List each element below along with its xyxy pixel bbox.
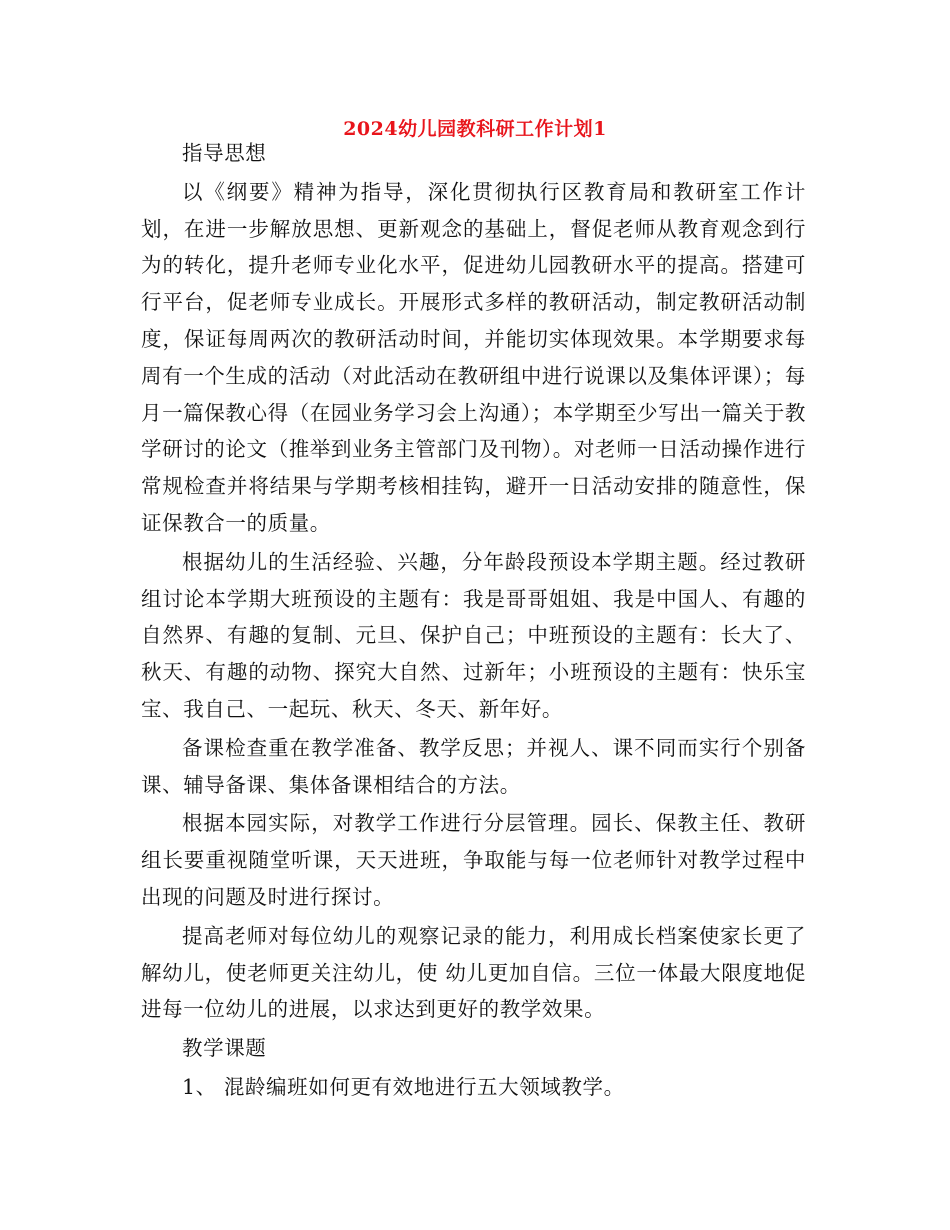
document-body: [141, 135, 806, 1106]
paragraph-themes: 根据幼儿的生活经验、兴趣，分年龄段预设本学期主题。经过教研组讨论本学期大班预设的主题有：我是哥哥姐姐、我是中国人、有趣的自然界、有趣的复制、元旦、保护自己；中班预设的主题有：长大了、秋天、有趣的动物、探究大自然、过新年；小班预设的主题有：快乐宝宝、我自己、一起玩、秋天、冬天、新年好。: [141, 549, 806, 721]
paragraph-lesson-check: 备课检查重在教学准备、教学反思；并视人、课不同而实行个别备课、辅导备课、集体备课相结合的方法。: [141, 735, 806, 797]
section-heading-research-topics: 教学课题: [182, 1036, 267, 1061]
list-item-topic-1: 1、 混龄编班如何更有效地进行五大领域教学。: [182, 1074, 625, 1099]
paragraph-guiding-thought: 以《纲要》精神为指导，深化贯彻执行区教育局和教研室工作计划，在进一步解放思想、更新观念的基础上，督促老师从教育观念到行为的转化，提升老师专业化水平，促进幼儿园教研水平的提高。搭建可行平台，促老师专业成长。开展形式多样的教研活动，制定教研活动制度，保证每周两次的教研活动时间，并能切实体现效果。本学期要求每周有一个生成的活动（对此活动在教研组中进行说课以及集体评课）；每月一篇保教心得（在园业务学习会上沟通）；本学期至少写出一篇关于教学研讨的论文（推举到业务主管部门及刊物）。对老师一日活动操作进行常规检查并将结果与学期考核相挂钩，避开一日活动安排的随意性，保证保教合一的质量。: [141, 179, 806, 535]
document-title: 2024幼儿园教科研工作计划1: [343, 118, 607, 140]
paragraph-observation: 提高老师对每位幼儿的观察记录的能力，利用成长档案使家长更了解幼儿，使老师更关注幼儿，使 幼儿更加自信。三位一体最大限度地促进每一位幼儿的进展，以求达到更好的教学效果。: [141, 923, 806, 1022]
section-heading-guiding-thought: 指导思想: [182, 141, 267, 165]
paragraph-management: 根据本园实际，对教学工作进行分层管理。园长、保教主任、教研组长要重视随堂听课，天天进班，争取能与每一位老师针对教学过程中出现的问题及时进行探讨。: [141, 811, 806, 909]
